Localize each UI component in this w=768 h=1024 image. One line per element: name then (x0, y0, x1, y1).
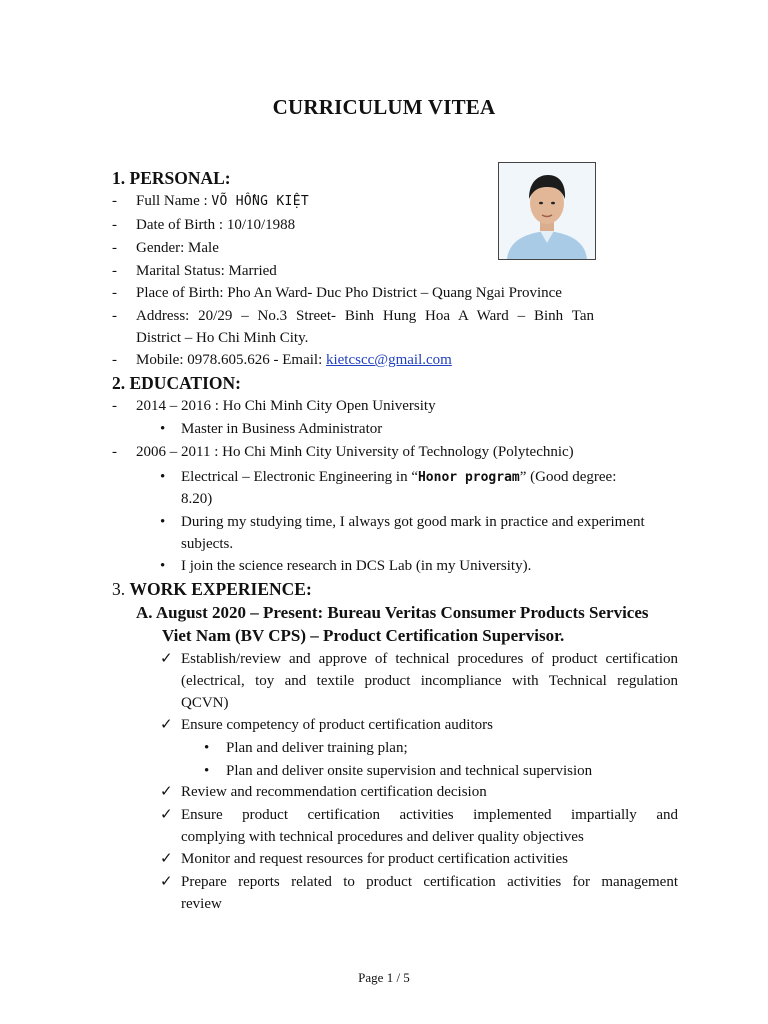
job-title-line-1: A. August 2020 – Present: Bureau Veritas Consumer Products Services (136, 603, 649, 622)
education-item-1: 2014 – 2016 : Ho Chi Minh City Open University (136, 398, 436, 414)
duty-5: Monitor and request resources for product certification activities (181, 851, 568, 867)
mobile-text: Mobile: 0978.605.626 - Email: (136, 352, 326, 368)
work-heading-number: 3. (112, 579, 130, 599)
education-item-2-detail-2-cont: subjects. (181, 536, 234, 552)
dash-marker: - (112, 217, 117, 233)
document-title: CURRICULUM VITEA (272, 95, 496, 119)
job-title-line-2: Viet Nam (BV CPS) – Product Certification Supervisor. (162, 626, 565, 645)
contact-row (136, 351, 452, 369)
duty-4-line-1: Ensure product certification activities implemented impartially and (181, 807, 678, 823)
education-item-2-detail-1 (181, 468, 616, 487)
bullet-marker: • (160, 558, 166, 574)
dash-marker: - (112, 240, 117, 256)
education-item-1-detail: Master in Business Administrator (181, 421, 383, 437)
check-icon: ✓ (160, 717, 173, 733)
duty-1-line-2: (electrical, toy and textile product incompliance with Technical regulation (181, 673, 678, 689)
marital-text: Marital Status: Married (136, 263, 277, 279)
dash-marker: - (112, 352, 117, 368)
education-heading: 2. EDUCATION: (112, 373, 241, 393)
bullet-marker: • (160, 469, 166, 485)
education-item-2: 2006 – 2011 : Ho Chi Minh City University of Technology (Polytechnic) (136, 444, 574, 460)
work-heading-text: WORK EXPERIENCE: (129, 579, 312, 599)
dash-marker: - (112, 398, 117, 414)
check-icon: ✓ (160, 651, 173, 667)
duty-1-line-3: QCVN) (181, 695, 229, 711)
education-item-2-detail-2: During my studying time, I always got good mark in practice and experiment (181, 514, 645, 530)
bullet-marker: • (204, 740, 210, 756)
bullet-marker: • (204, 763, 210, 779)
dash-marker: - (112, 263, 117, 279)
address-line-1: Address: 20/29 – No.3 Street- Binh Hung Hoa A Ward – Binh Tan (136, 308, 594, 324)
work-heading (112, 579, 312, 600)
duty-2: Ensure competency of product certification auditors (181, 717, 493, 733)
duty-2-sub-1: Plan and deliver training plan; (226, 740, 408, 756)
email-link[interactable]: kietcscc@gmail.com (325, 352, 452, 368)
duty-1-line-1: Establish/review and approve of technical procedures of product certification (181, 651, 678, 667)
dash-marker: - (112, 308, 117, 324)
dob-text: Date of Birth : 10/10/1988 (136, 217, 296, 233)
dash-marker: - (112, 285, 117, 301)
bullet-marker: • (160, 514, 166, 530)
honor-prefix: Electrical – Electronic Engineering in “ (181, 469, 418, 485)
check-icon: ✓ (160, 851, 173, 867)
full-name-value: VÕ HỒNG KIỆT (211, 194, 309, 209)
check-icon: ✓ (160, 784, 173, 800)
education-item-2-detail-3: I join the science research in DCS Lab (in my University). (181, 558, 532, 574)
dash-marker: - (112, 193, 117, 209)
honor-program-text: Honor program (417, 470, 520, 485)
personal-heading: 1. PERSONAL: (112, 168, 231, 188)
education-item-2-detail-1-cont: 8.20) (181, 491, 213, 507)
page-number: Page 1 / 5 (358, 970, 410, 985)
address-line-2: District – Ho Chi Minh City. (136, 330, 309, 346)
gender-text: Gender: Male (136, 240, 219, 256)
duty-6-line-1: Prepare reports related to product certification activities for management (181, 874, 678, 890)
portrait-image (499, 163, 595, 259)
check-icon: ✓ (160, 874, 173, 890)
dash-marker: - (112, 444, 117, 460)
check-icon: ✓ (160, 807, 173, 823)
honor-suffix: ” (Good degree: (519, 469, 617, 485)
full-name-row (136, 192, 309, 211)
duty-4-line-2: complying with technical procedures and deliver quality objectives (181, 829, 584, 845)
bullet-marker: • (160, 421, 166, 437)
birthplace-text: Place of Birth: Pho An Ward- Duc Pho District – Quang Ngai Province (136, 285, 562, 301)
duty-6-line-2: review (181, 896, 222, 912)
duty-2-sub-2: Plan and deliver onsite supervision and technical supervision (226, 763, 593, 779)
full-name-label: Full Name : (136, 193, 212, 209)
duty-3: Review and recommendation certification decision (181, 784, 487, 800)
photo (498, 162, 596, 260)
